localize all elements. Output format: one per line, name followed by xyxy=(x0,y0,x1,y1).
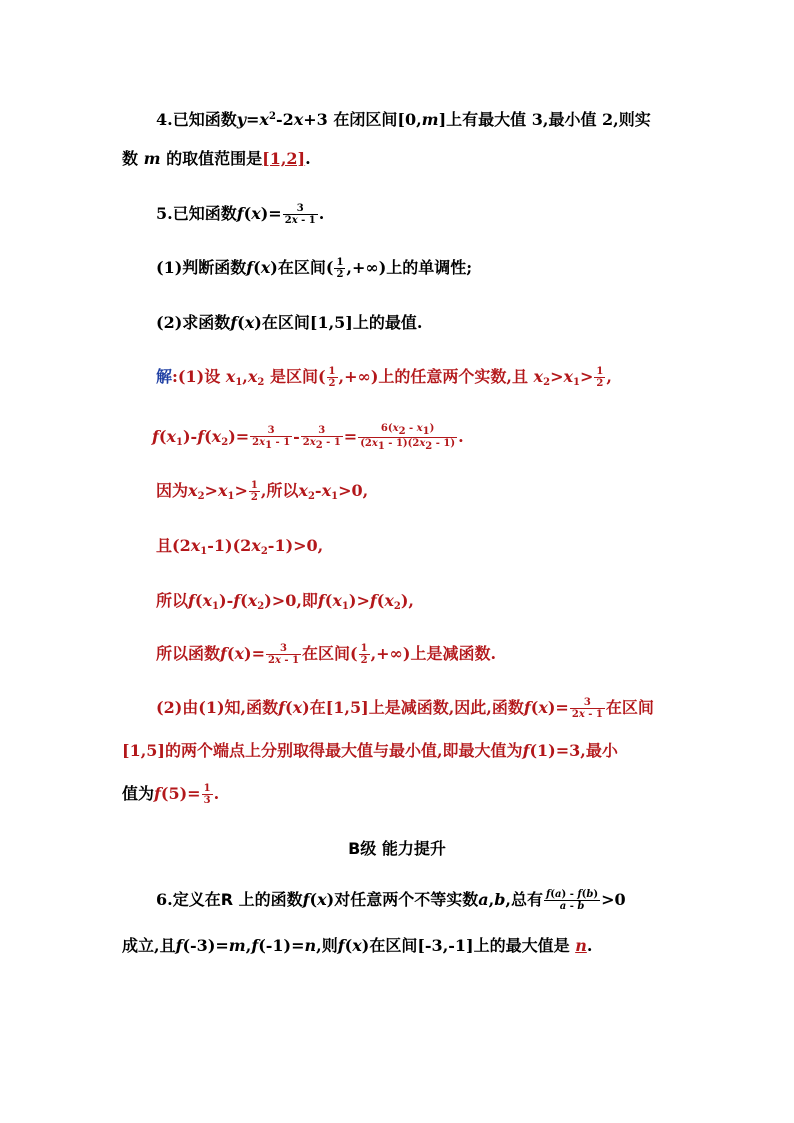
solution-label: 解 xyxy=(156,367,173,386)
solution-line1: 解:(1)设 $x_1,x_2$ 是区间( $\frac{1}{2}$ ,+∞)上的任意两个实数,且 $x_2>x_1>$ $\frac{1}{2}$ , xyxy=(156,366,612,389)
q4-answer: [1,2] xyxy=(262,149,306,168)
q6-line1: 6.定义在R 上的函数f(x)对任意两个不等实数a,b,总有 $\frac{f(a) - f(b)}{a - b}$ >0 xyxy=(156,889,626,912)
q6-line2: 成立,且f(-3)=m,f(-1)=n,则f(x)在区间[-3,-1]上的最大值是 n. xyxy=(122,936,593,955)
q5-intro: 5.已知函数f(x)= $\frac{3}{2x - 1}$ . xyxy=(156,203,325,226)
solution-part2-line1: (2)由(1)知,函数f(x)在[1,5]上是减函数,因此,函数f(x)= $\frac{3}{2x - 1}$ 在区间 xyxy=(156,697,654,720)
q6-answer: n xyxy=(575,936,587,955)
solution-line5: 所以$f(x_1)-f(x_2)>0$,即$f(x_1)>f(x_2)$, xyxy=(156,591,414,612)
q4-line2: 数 m 的取值范围是[1,2]. xyxy=(122,149,311,168)
solution-part2-line3: 值为f(5)= $\frac{1}{3}$ . xyxy=(122,783,220,806)
section-title: B级 能力提升 xyxy=(348,839,446,858)
q4-line1: 4.已知函数$y=x^2-2x+3$ 在闭区间[0,m]上有最大值 3,最小值 2,则实 xyxy=(156,110,651,129)
q5-part1: (1)判断函数f(x)在区间( $\frac{1}{2}$ ,+∞)上的单调性; xyxy=(156,257,473,280)
solution-line3: 因为$x_2>x_1>$ $\frac{1}{2}$ ,所以$x_2-x_1>0$, xyxy=(156,480,369,503)
solution-part2-line2: [1,5]的两个端点上分别取得最大值与最小值,即最大值为f(1)=3,最小 xyxy=(122,741,618,760)
q5-part2: (2)求函数f(x)在区间[1,5]上的最值. xyxy=(156,313,423,332)
solution-line4: 且$(2x_1-1)(2x_2-1)>0$, xyxy=(156,536,324,557)
solution-line2: $f(x_1)-f(x_2)=$ $\frac{3}{2x_1 - 1}$ - $\frac{3}{2x_2 - 1}$ = $\frac{6(x_2 - x_1)}{(2x_1 - 1)(2x_2 - 1)}$ . xyxy=(152,423,464,452)
solution-line6: 所以函数f(x)= $\frac{3}{2x - 1}$ 在区间( $\frac{1}{2}$ ,+∞)上是减函数. xyxy=(156,643,497,666)
